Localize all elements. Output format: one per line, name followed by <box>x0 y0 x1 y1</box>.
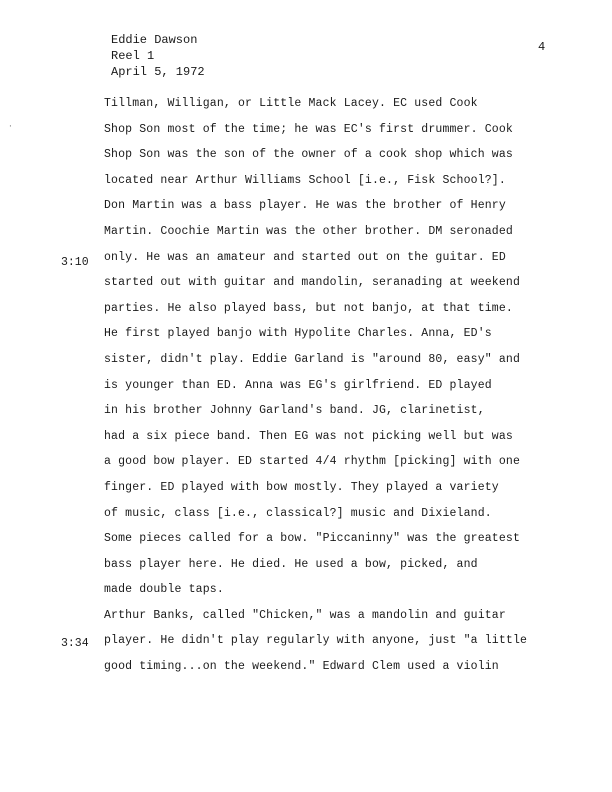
text-line: good timing...on the weekend." Edward Clem used a violin <box>104 660 499 674</box>
text-line: bass player here. He died. He used a bow, picked, and <box>104 557 478 571</box>
text-line: sister, didn't play. Eddie Garland is "around 80, easy" and <box>104 352 521 366</box>
text-line: Arthur Banks, called "Chicken," was a mandolin and guitar <box>104 608 506 622</box>
text-line: had a six piece band. Then EG was not picking well but was <box>104 429 513 443</box>
text-line: Shop Son was the son of the owner of a cook shop which was <box>104 148 513 162</box>
timestamp-marker: 3:10 <box>61 256 89 269</box>
timestamp-marker: 3:34 <box>61 637 89 650</box>
text-line: only. He was an amateur and started out on the guitar. ED <box>104 250 506 264</box>
text-line: Some pieces called for a bow. "Piccaninny" was the greatest <box>104 532 521 546</box>
page-number: 4 <box>538 40 546 54</box>
reel-label: Reel 1 <box>111 49 155 63</box>
text-line: player. He didn't play regularly with anyone, just "a little <box>104 634 528 648</box>
text-line: parties. He also played bass, but not banjo, at that time. <box>104 301 513 315</box>
text-line: Don Martin was a bass player. He was the brother of Henry <box>104 199 506 213</box>
interview-date: April 5, 1972 <box>111 65 205 79</box>
text-line: He first played banjo with Hypolite Charles. Anna, ED's <box>104 327 492 341</box>
text-line: Tillman, Willigan, or Little Mack Lacey. EC used Cook <box>104 97 478 110</box>
text-line: a good bow player. ED started 4/4 rhythm [picking] with one <box>104 455 521 469</box>
text-line: finger. ED played with bow mostly. They played a variety <box>104 480 499 494</box>
transcript-body <box>104 91 574 680</box>
text-line: Martin. Coochie Martin was the other brother. DM seronaded <box>104 224 513 238</box>
text-line: made double taps. <box>104 583 224 597</box>
interviewee-name: Eddie Dawson <box>111 33 198 47</box>
text-line: located near Arthur Williams School [i.e., Fisk School?]. <box>104 173 506 187</box>
text-line: is younger than ED. Anna was EG's girlfriend. ED played <box>104 378 492 392</box>
text-line: in his brother Johnny Garland's band. JG, clarinetist, <box>104 404 485 418</box>
page-header <box>111 32 205 80</box>
text-line: of music, class [i.e., classical?] music and Dixieland. <box>104 506 492 520</box>
stray-mark: · <box>8 122 13 131</box>
text-line: started out with guitar and mandolin, seranading at weekend <box>104 276 521 290</box>
text-line: Shop Son most of the time; he was EC's first drummer. Cook <box>104 122 513 136</box>
